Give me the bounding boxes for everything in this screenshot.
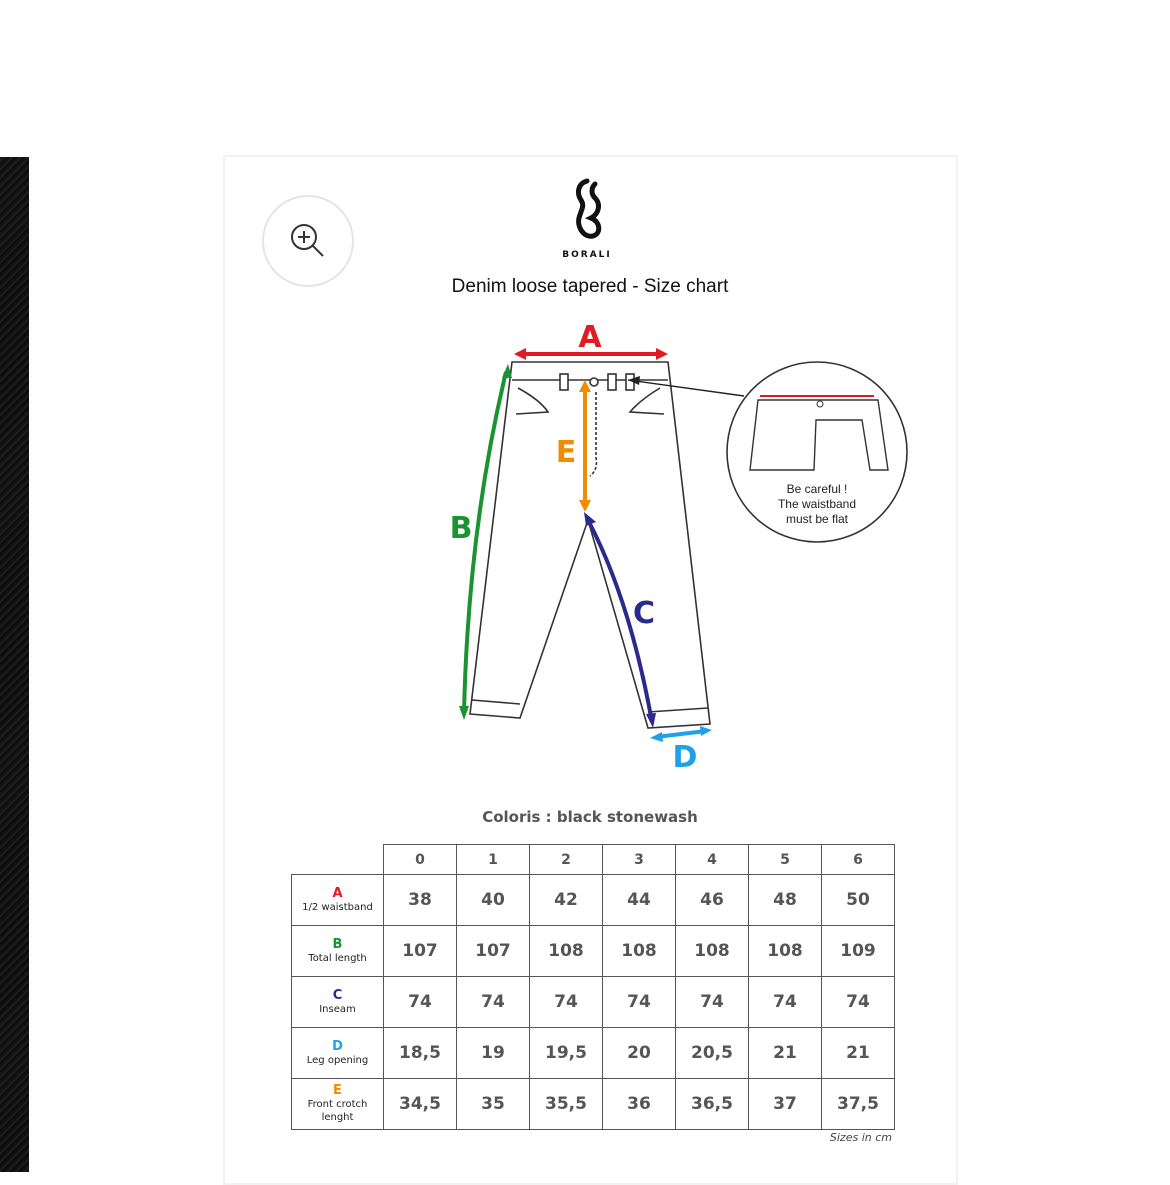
- table-row-inseam: [292, 977, 895, 1028]
- row-letter: C: [332, 987, 343, 1003]
- table-cell: 107: [384, 926, 457, 977]
- note-line-2: The waistband: [777, 497, 857, 511]
- table-cell: 50: [822, 875, 895, 926]
- table-cell: 74: [603, 977, 676, 1028]
- jeans-outline: [470, 362, 710, 728]
- table-cell: 74: [384, 977, 457, 1028]
- table-cell: 108: [676, 926, 749, 977]
- table-row-leg-opening: [292, 1028, 895, 1079]
- row-label-text: Inseam: [319, 1003, 356, 1015]
- size-header: 4: [676, 845, 749, 875]
- table-cell: 34,5: [384, 1079, 457, 1130]
- row-label-text-1: Front crotch: [307, 1099, 368, 1110]
- row-label: [292, 926, 384, 977]
- table-cell: 18,5: [384, 1028, 457, 1079]
- table-cell: 19,5: [530, 1028, 603, 1079]
- note-line-1: Be careful !: [786, 482, 848, 496]
- brand-name: BORALI: [562, 250, 612, 260]
- table-cell: 40: [457, 875, 530, 926]
- table-row-waistband: [292, 875, 895, 926]
- table-cell: 35: [457, 1079, 530, 1130]
- table-cell: 21: [822, 1028, 895, 1079]
- size-header: 1: [457, 845, 530, 875]
- table-cell: 37: [749, 1079, 822, 1130]
- table-cell: 108: [530, 926, 603, 977]
- table-cell: 74: [822, 977, 895, 1028]
- size-header: 6: [822, 845, 895, 875]
- table-cell: 19: [457, 1028, 530, 1079]
- table-cell: 42: [530, 875, 603, 926]
- table-cell: 74: [749, 977, 822, 1028]
- table-cell: 107: [457, 926, 530, 977]
- table-cell: 36: [603, 1079, 676, 1130]
- label-e: E: [555, 435, 577, 470]
- row-letter: A: [332, 885, 343, 901]
- size-header: 0: [384, 845, 457, 875]
- row-letter: D: [332, 1038, 343, 1054]
- size-header: 2: [530, 845, 603, 875]
- table-cell: 20,5: [676, 1028, 749, 1079]
- table-cell: 37,5: [822, 1079, 895, 1130]
- table-cell: 48: [749, 875, 822, 926]
- table-cell: 36,5: [676, 1079, 749, 1130]
- header-blank: [292, 845, 384, 875]
- row-label: [292, 875, 384, 926]
- label-d: D: [672, 740, 698, 775]
- table-cell: 46: [676, 875, 749, 926]
- label-c: C: [632, 596, 656, 631]
- coloris-label: Coloris : black stonewash: [482, 808, 698, 826]
- table-cell: 109: [822, 926, 895, 977]
- table-cell: 108: [749, 926, 822, 977]
- table-cell: 74: [457, 977, 530, 1028]
- label-a: A: [578, 320, 602, 355]
- row-letter: B: [332, 936, 343, 952]
- row-label-text-2: lenght: [321, 1112, 354, 1123]
- table-row-total-length: [292, 926, 895, 977]
- label-b: B: [449, 511, 473, 546]
- table-cell: 74: [530, 977, 603, 1028]
- size-table: [291, 844, 895, 1130]
- table-cell: 74: [676, 977, 749, 1028]
- page-title: Denim loose tapered - Size chart: [451, 276, 729, 297]
- size-header: 5: [749, 845, 822, 875]
- table-row-front-crotch: [292, 1079, 895, 1130]
- row-label: [292, 1079, 384, 1130]
- row-label-text: Leg opening: [306, 1054, 369, 1066]
- row-label-text: 1/2 waistband: [302, 901, 373, 913]
- size-header-row: [292, 845, 895, 875]
- table-cell: 35,5: [530, 1079, 603, 1130]
- table-cell: 21: [749, 1028, 822, 1079]
- row-letter: E: [333, 1083, 342, 1098]
- table-cell: 38: [384, 875, 457, 926]
- row-label: [292, 977, 384, 1028]
- size-header: 3: [603, 845, 676, 875]
- row-label: [292, 1028, 384, 1079]
- row-label-text: Total length: [308, 952, 367, 964]
- table-cell: 44: [603, 875, 676, 926]
- table-cell: 20: [603, 1028, 676, 1079]
- note-line-3: must be flat: [785, 512, 849, 526]
- sizes-note: Sizes in cm: [829, 1131, 892, 1144]
- table-cell: 108: [603, 926, 676, 977]
